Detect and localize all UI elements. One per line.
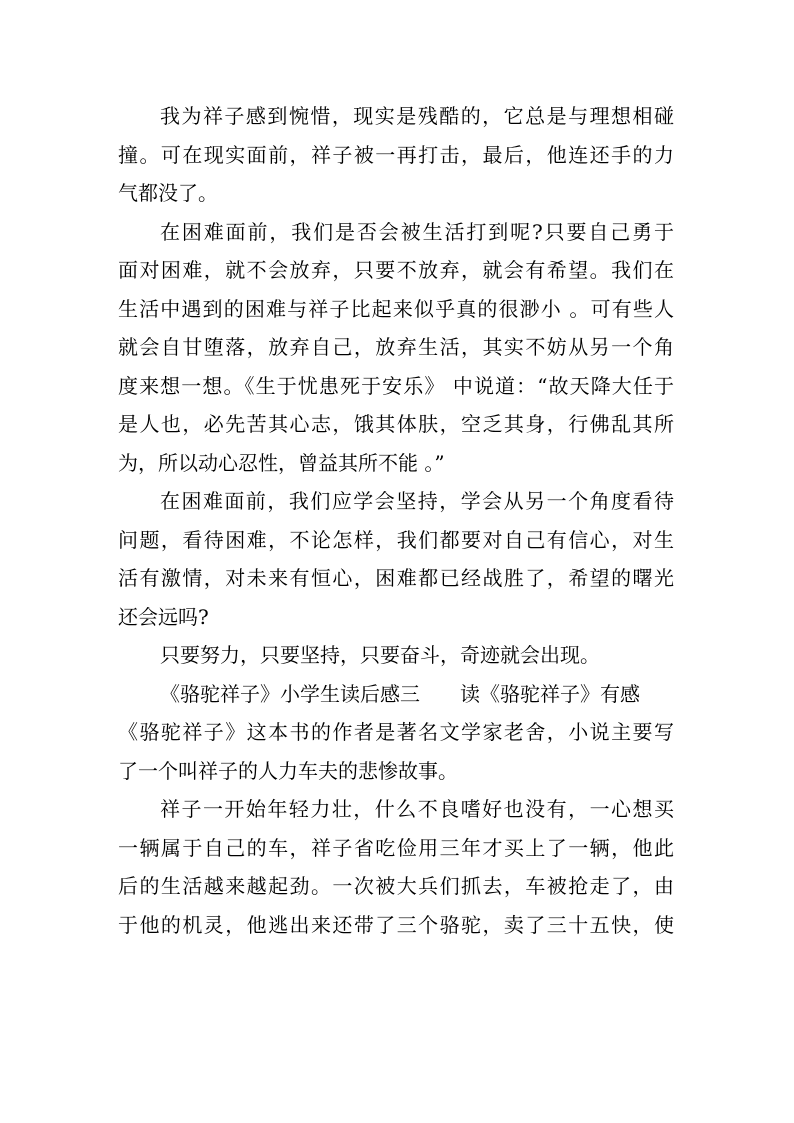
text-line: 《骆驼祥子》小学生读后感三 读《骆驼祥子》有感 [160, 681, 640, 706]
text-line: 为，所以动心忍性，曾益其所不能 。” [118, 450, 445, 475]
text-line: 撞。可在现实面前，祥子被一再打击，最后，他连还手的力 [118, 142, 674, 167]
text-line: 一辆属于自己的车，祥子省吃俭用三年才买上了一辆，他此 [118, 835, 674, 860]
text-line: 问题，看待困难，不论怎样，我们都要对自己有信心，对生 [118, 527, 674, 552]
text-line: 生活中遇到的困难与祥子比起来似乎真的很渺小 。可有些人 [118, 296, 674, 321]
text-line: 只要努力，只要坚持，只要奋斗，奇迹就会出现。 [160, 643, 600, 667]
text-line: 《骆驼祥子》这本书的作者是著名文学家老舍，小说主要写 [118, 720, 674, 744]
text-line: 活有激情，对未来有恒心，困难都已经战胜了，希望的曙光 [118, 566, 674, 590]
text-line: 了一个叫祥子的人力车夫的悲惨故事。 [118, 758, 458, 783]
text-line: 我为祥子感到惋惜，现实是残酷的，它总是与理想相碰 [160, 104, 674, 128]
text-line: 是人也，必先苦其心志，饿其体肤，空乏其身，行佛乱其所 [118, 412, 674, 436]
text-line: 面对困难，就不会放弃，只要不放弃，就会有希望。我们在 [118, 258, 674, 282]
body-text [118, 97, 674, 944]
text-line: 气都没了。 [118, 181, 218, 205]
text-line: 度来想一想。《生于忧患死于安乐》 中说道：“故天降大任于 [118, 373, 674, 398]
text-line: 后的生活越来越起劲。一次被大兵们抓去，车被抢走了，由 [118, 874, 674, 898]
text-line: 祥子一开始年轻力壮，什么不良嗜好也没有，一心想买 [160, 797, 674, 821]
text-line: 在困难面前，我们是否会被生活打到呢?只要自己勇于 [160, 219, 674, 244]
text-line: 在困难面前，我们应学会坚持，学会从另一个角度看待 [160, 489, 674, 513]
text-line: 还会远吗? [118, 604, 209, 629]
text-line: 就会自甘堕落，放弃自己，放弃生活，其实不妨从另一个角 [118, 335, 674, 359]
text-line: 于他的机灵，他逃出来还带了三个骆驼，卖了三十五快，使 [118, 912, 674, 937]
